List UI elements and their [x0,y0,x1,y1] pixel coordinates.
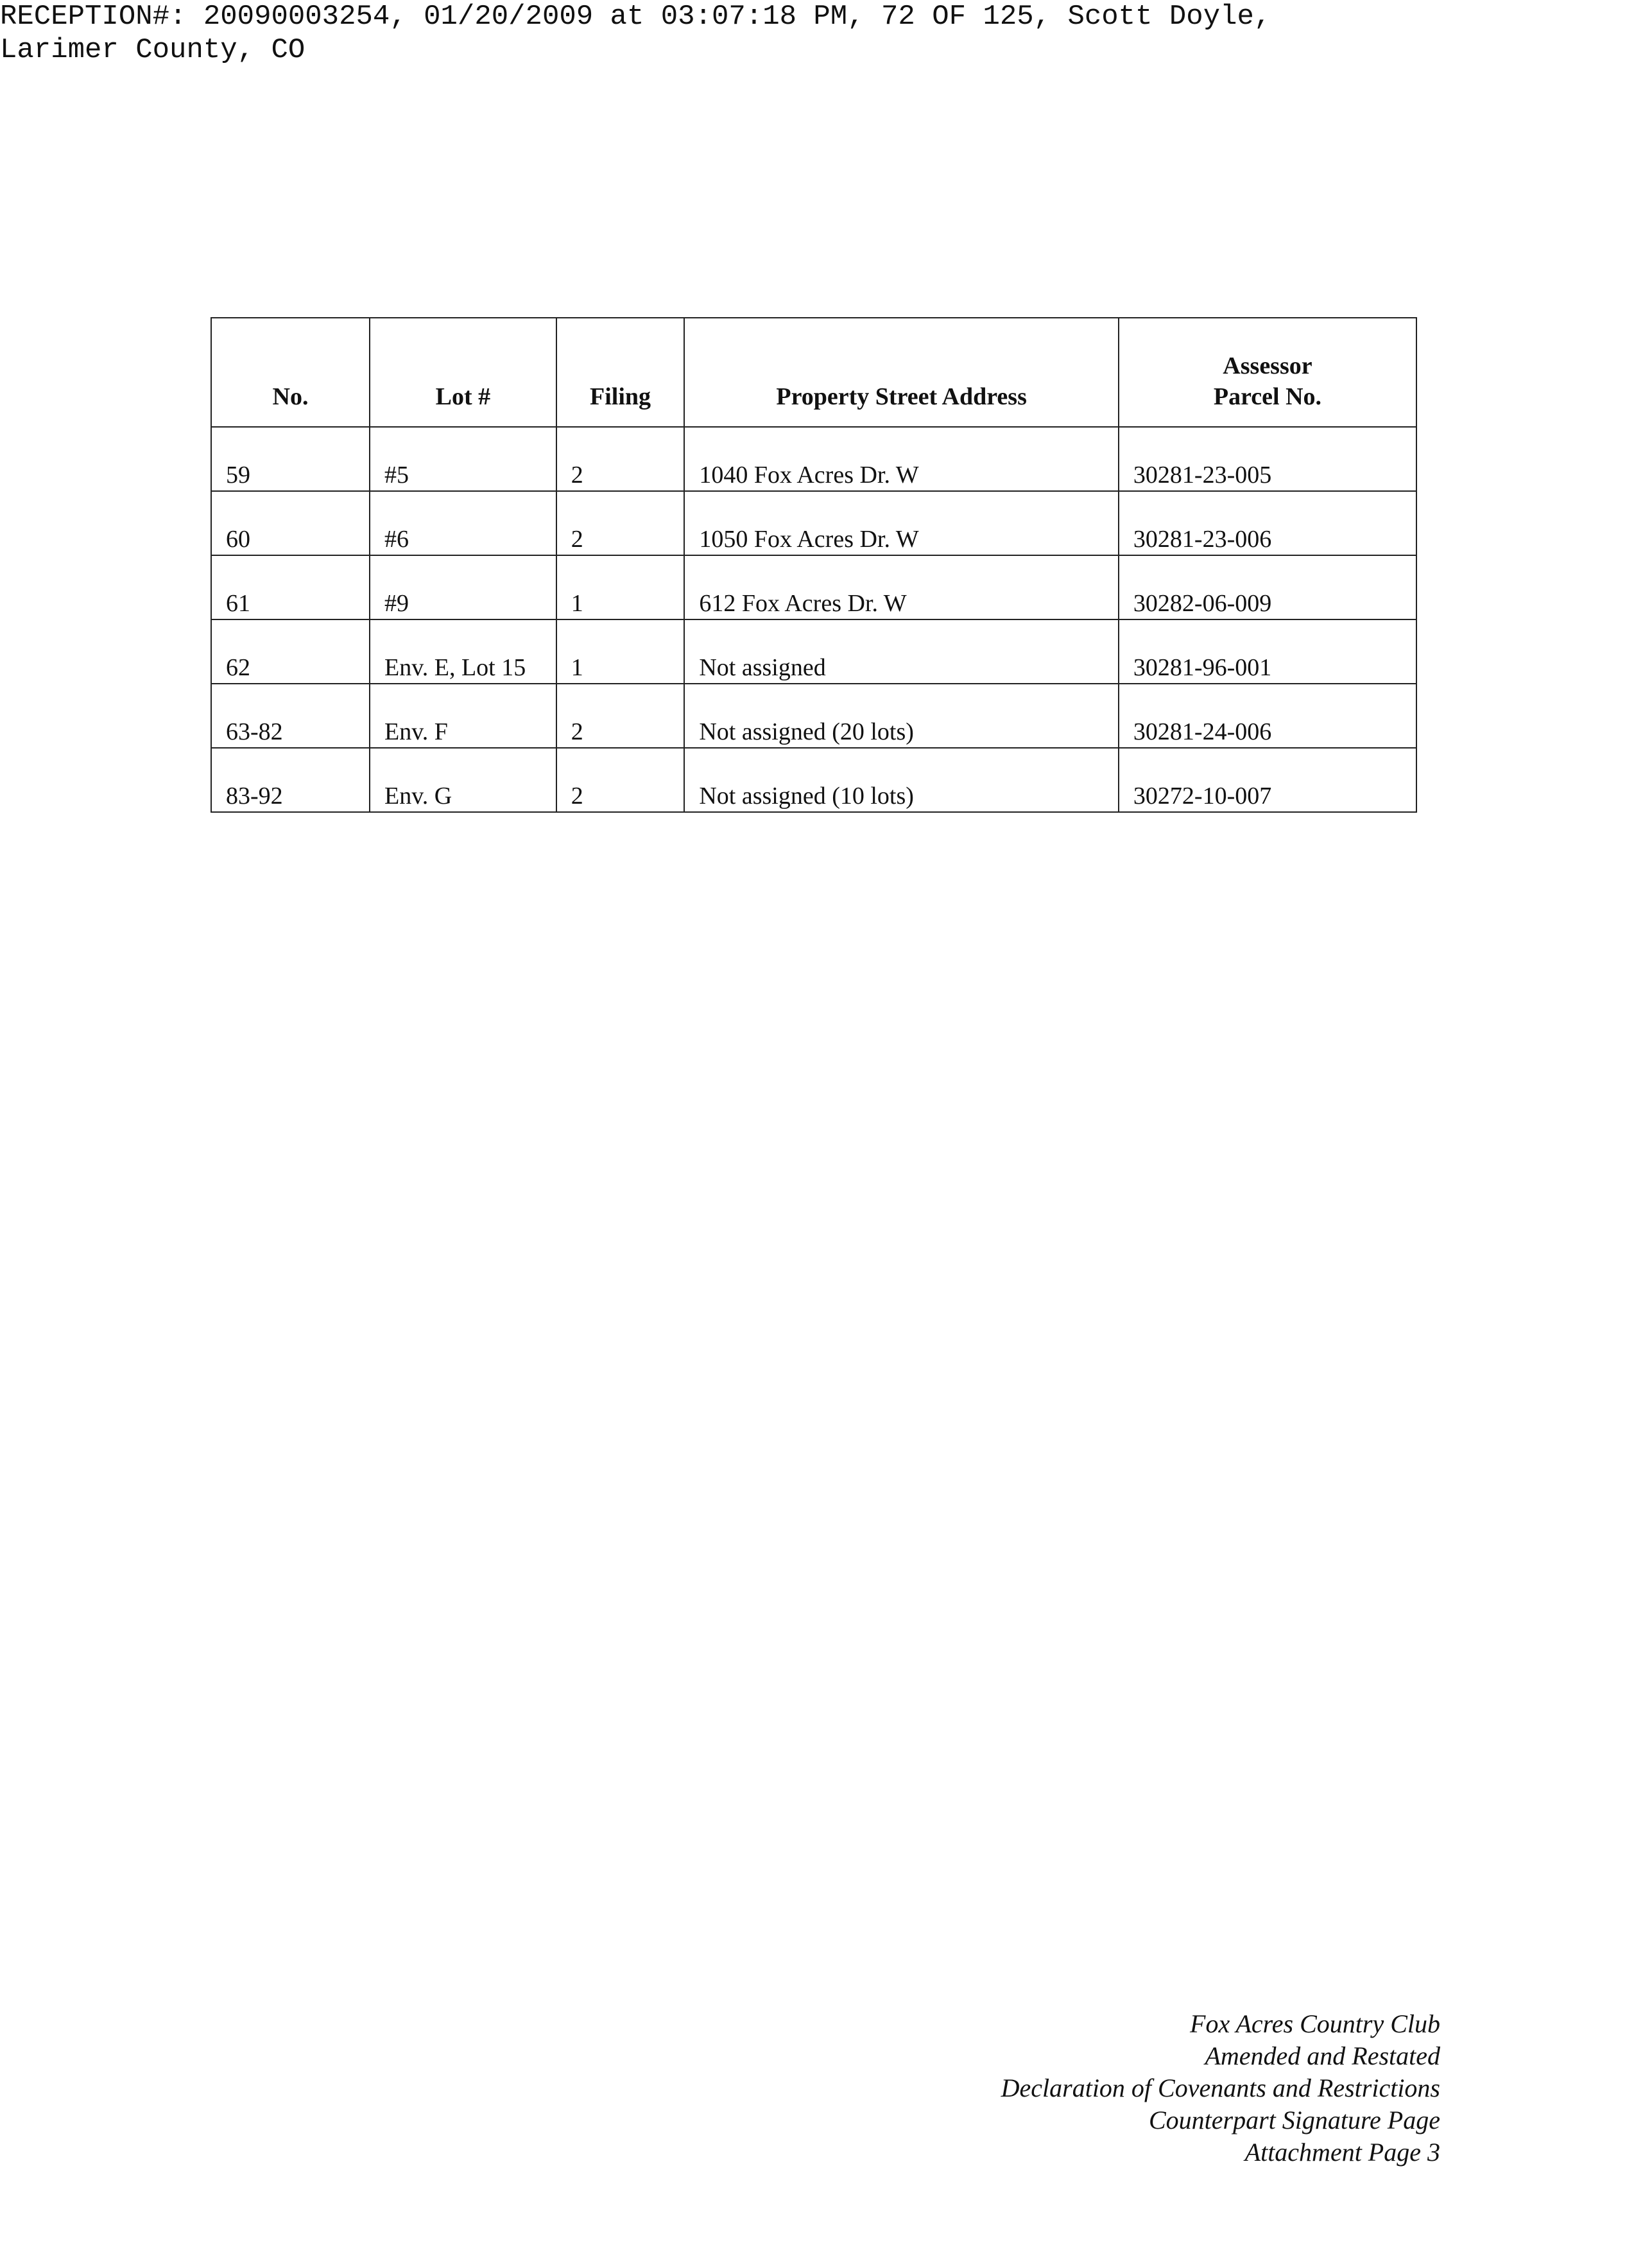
table-row [211,684,1416,748]
parcel-table [211,317,1417,813]
cell-filing: 2 [556,684,685,748]
reception-stamp [0,0,1271,67]
table-header-row [211,318,1416,427]
cell-address: Not assigned (20 lots) [684,684,1119,748]
reception-stamp-line-2: Larimer County, CO [0,34,305,66]
cell-address: 1050 Fox Acres Dr. W [684,491,1119,555]
cell-apn: 30282-06-009 [1119,555,1416,619]
footer-line-2: Amended and Restated [1205,2041,1440,2070]
cell-no: 63-82 [211,684,370,748]
footer-line-3: Declaration of Covenants and Restrictions [1001,2073,1440,2102]
header-apn [1119,318,1416,427]
cell-no: 83-92 [211,748,370,812]
cell-lot: Env. F [370,684,556,748]
cell-filing: 2 [556,491,685,555]
cell-apn: 30281-96-001 [1119,619,1416,684]
header-address: Property Street Address [684,318,1119,427]
footer-line-4: Counterpart Signature Page [1148,2106,1440,2134]
cell-address: 612 Fox Acres Dr. W [684,555,1119,619]
header-filing: Filing [556,318,685,427]
cell-lot: #6 [370,491,556,555]
table-row [211,491,1416,555]
cell-filing: 2 [556,427,685,491]
cell-apn: 30281-23-005 [1119,427,1416,491]
cell-lot: #9 [370,555,556,619]
cell-filing: 2 [556,748,685,812]
cell-apn: 30281-23-006 [1119,491,1416,555]
table-row [211,555,1416,619]
footer-line-5: Attachment Page 3 [1244,2138,1440,2167]
table-row [211,619,1416,684]
cell-filing: 1 [556,619,685,684]
header-no: No. [211,318,370,427]
cell-address: 1040 Fox Acres Dr. W [684,427,1119,491]
header-lot: Lot # [370,318,556,427]
cell-address: Not assigned (10 lots) [684,748,1119,812]
footer-line-1: Fox Acres Country Club [1190,2009,1440,2038]
document-footer [1001,2008,1440,2168]
cell-no: 61 [211,555,370,619]
table-row [211,427,1416,491]
table-row [211,748,1416,812]
cell-filing: 1 [556,555,685,619]
cell-lot: Env. G [370,748,556,812]
cell-no: 60 [211,491,370,555]
header-apn-line-1: Assessor [1223,352,1312,379]
cell-address: Not assigned [684,619,1119,684]
cell-apn: 30281-24-006 [1119,684,1416,748]
cell-lot: Env. E, Lot 15 [370,619,556,684]
cell-no: 59 [211,427,370,491]
cell-no: 62 [211,619,370,684]
reception-stamp-line-1: RECEPTION#: 20090003254, 01/20/2009 at 03:07:18 PM, 72 OF 125, Scott Doyle, [0,1,1271,33]
cell-lot: #5 [370,427,556,491]
header-apn-line-2: Parcel No. [1213,383,1322,410]
cell-apn: 30272-10-007 [1119,748,1416,812]
